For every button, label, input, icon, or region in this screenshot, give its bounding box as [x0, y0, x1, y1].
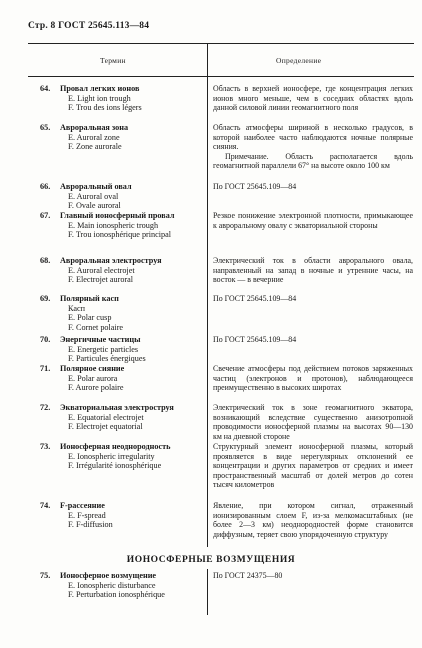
term-french: F. Cornet polaire — [68, 322, 124, 332]
term-title: Авроральный овал — [60, 182, 132, 191]
term-french: F. Ovale auroral — [68, 201, 121, 211]
term-entry-75 — [40, 571, 208, 600]
term-entry-65 — [40, 123, 208, 152]
definition-note: Примечание. Область располагается вдоль геомагнитной параллели 67° на высоте около 100 км — [213, 151, 413, 171]
term-number: 68. — [40, 256, 51, 265]
term-entry-70 — [40, 335, 208, 364]
definition-69: По ГОСТ 25645.109—84 — [213, 294, 297, 303]
definition-73: Структурный элемент ионосферной плазмы, который проявляется в виде нерегулярных отклонений ее концентрации и других параметров от средних и имеет пространственный масштаб от долей метров до сотен тысяч километров — [213, 442, 413, 490]
definition-68: Электрический ток в области аврорального овала, направленный на запад в ночные и утренние часы, на восток — в вечерние — [213, 256, 413, 285]
term-french: F. Aurore polaire — [68, 383, 124, 393]
column-header-definition: Определение — [276, 56, 322, 65]
definition-66: По ГОСТ 25645.109—84 — [213, 182, 297, 191]
term-title: Энергичные частицы — [60, 335, 141, 344]
definition-text: Область атмосферы шириной в несколько градусов, в которой наиболее часто наблюдаются ночные полярные сияния. — [213, 123, 413, 152]
term-title: Ионосферное возмущение — [60, 571, 157, 580]
page-header: Стр. 8 ГОСТ 25645.113—84 — [28, 21, 150, 31]
term-number: 66. — [40, 182, 51, 191]
column-divider-lower — [207, 569, 208, 615]
term-entry-69 — [40, 294, 208, 332]
term-number: 71. — [40, 364, 51, 373]
term-english: E. Energetic particles — [68, 344, 139, 354]
term-french: F. Electrojet equatorial — [68, 422, 143, 432]
term-english: E. Light ion trough — [68, 93, 131, 103]
term-english: E. Auroral oval — [68, 191, 119, 201]
definition-75: По ГОСТ 24375—80 — [213, 571, 283, 580]
term-english: E. Polar cusp — [68, 313, 112, 323]
term-entry-74 — [40, 501, 208, 530]
term-title: Провал легких ионов — [60, 84, 140, 93]
term-french: F. Trou ionosphérique principal — [68, 230, 172, 240]
definition-71: Свечение атмосферы под действием потоков заряженных частиц (электронов и протонов), наблюдающееся преимущественно в высоких широтах — [213, 364, 413, 393]
term-title: F-рассеяние — [60, 501, 105, 510]
term-entry-72 — [40, 403, 208, 432]
term-french: F. Electrojet auroral — [68, 275, 134, 285]
term-french: F. Zone aurorale — [68, 142, 122, 152]
term-number: 75. — [40, 571, 51, 580]
definition-64: Область в верхней ионосфере, где концентрация легких ионов много меньше, чем в соседних областях вдоль данной силовой линии геомагнитного поля — [213, 84, 413, 113]
definition-67: Резкое понижение электронной плотности, примыкающее к авроральному овалу с экваториальной стороны — [213, 211, 413, 230]
term-entry-73 — [40, 442, 208, 471]
term-title: Авроральная зона — [60, 123, 129, 132]
term-english: E. Ionospheric irregularity — [68, 451, 155, 461]
term-number: 73. — [40, 442, 51, 451]
definition-70: По ГОСТ 25645.109—84 — [213, 335, 297, 344]
term-french: F. Particules énergiques — [68, 354, 146, 364]
term-english: E. Polar aurora — [68, 373, 118, 383]
term-english: E. Ionospheric disturbance — [68, 580, 156, 590]
definition-74: Явление, при котором сигнал, отраженный ионизированным слоем F, из-за мелкомасштабных (не более 2—3 км) неоднородностей форме становится диффузным, теряет свою упорядоченную структуру — [213, 501, 413, 539]
term-number: 67. — [40, 211, 51, 220]
term-number: 65. — [40, 123, 51, 132]
term-number: 72. — [40, 403, 51, 412]
term-entry-66 — [40, 182, 208, 211]
term-english: E. Auroral electrojet — [68, 265, 135, 275]
term-synonym: Касп — [68, 303, 86, 313]
term-number: 70. — [40, 335, 51, 344]
term-title: Экваториальная электроструя — [60, 403, 174, 412]
term-entry-68 — [40, 256, 208, 285]
term-english: E. Main ionospheric trough — [68, 220, 159, 230]
term-entry-64 — [40, 84, 208, 113]
term-title: Полярное сияние — [60, 364, 125, 373]
term-french: F. Perturbation ionosphérique — [68, 590, 165, 600]
term-title: Авроральная электроструя — [60, 256, 162, 265]
term-entry-67 — [40, 211, 208, 240]
term-number: 74. — [40, 501, 51, 510]
term-number: 69. — [40, 294, 51, 303]
definition-65 — [213, 123, 413, 171]
definition-72: Электрический ток в зоне геомагнитного экватора, возникающий вследствие существенно анизотропной проводимости ионосферной плазмы на высотах 90—130 км на дневной стороне — [213, 403, 413, 441]
table-header-rule — [28, 76, 414, 77]
term-entry-71 — [40, 364, 208, 393]
column-header-term: Термин — [100, 56, 126, 65]
table-top-rule — [28, 43, 414, 44]
term-english: E. F-spread — [68, 510, 106, 520]
section-title: ИОНОСФЕРНЫЕ ВОЗМУЩЕНИЯ — [126, 555, 296, 565]
term-title: Главный ионосферный провал — [60, 211, 175, 220]
term-number: 64. — [40, 84, 51, 93]
term-title: Ионосферная неоднородность — [60, 442, 171, 451]
term-french: F. F-diffusion — [68, 520, 113, 530]
term-title: Полярный касп — [60, 294, 119, 303]
term-french: F. Irrégularité ionosphérique — [68, 461, 162, 471]
term-french: F. Trou des ions légers — [68, 103, 142, 113]
term-english: E. Equatorial electrojet — [68, 412, 144, 422]
term-english: E. Auroral zone — [68, 132, 120, 142]
